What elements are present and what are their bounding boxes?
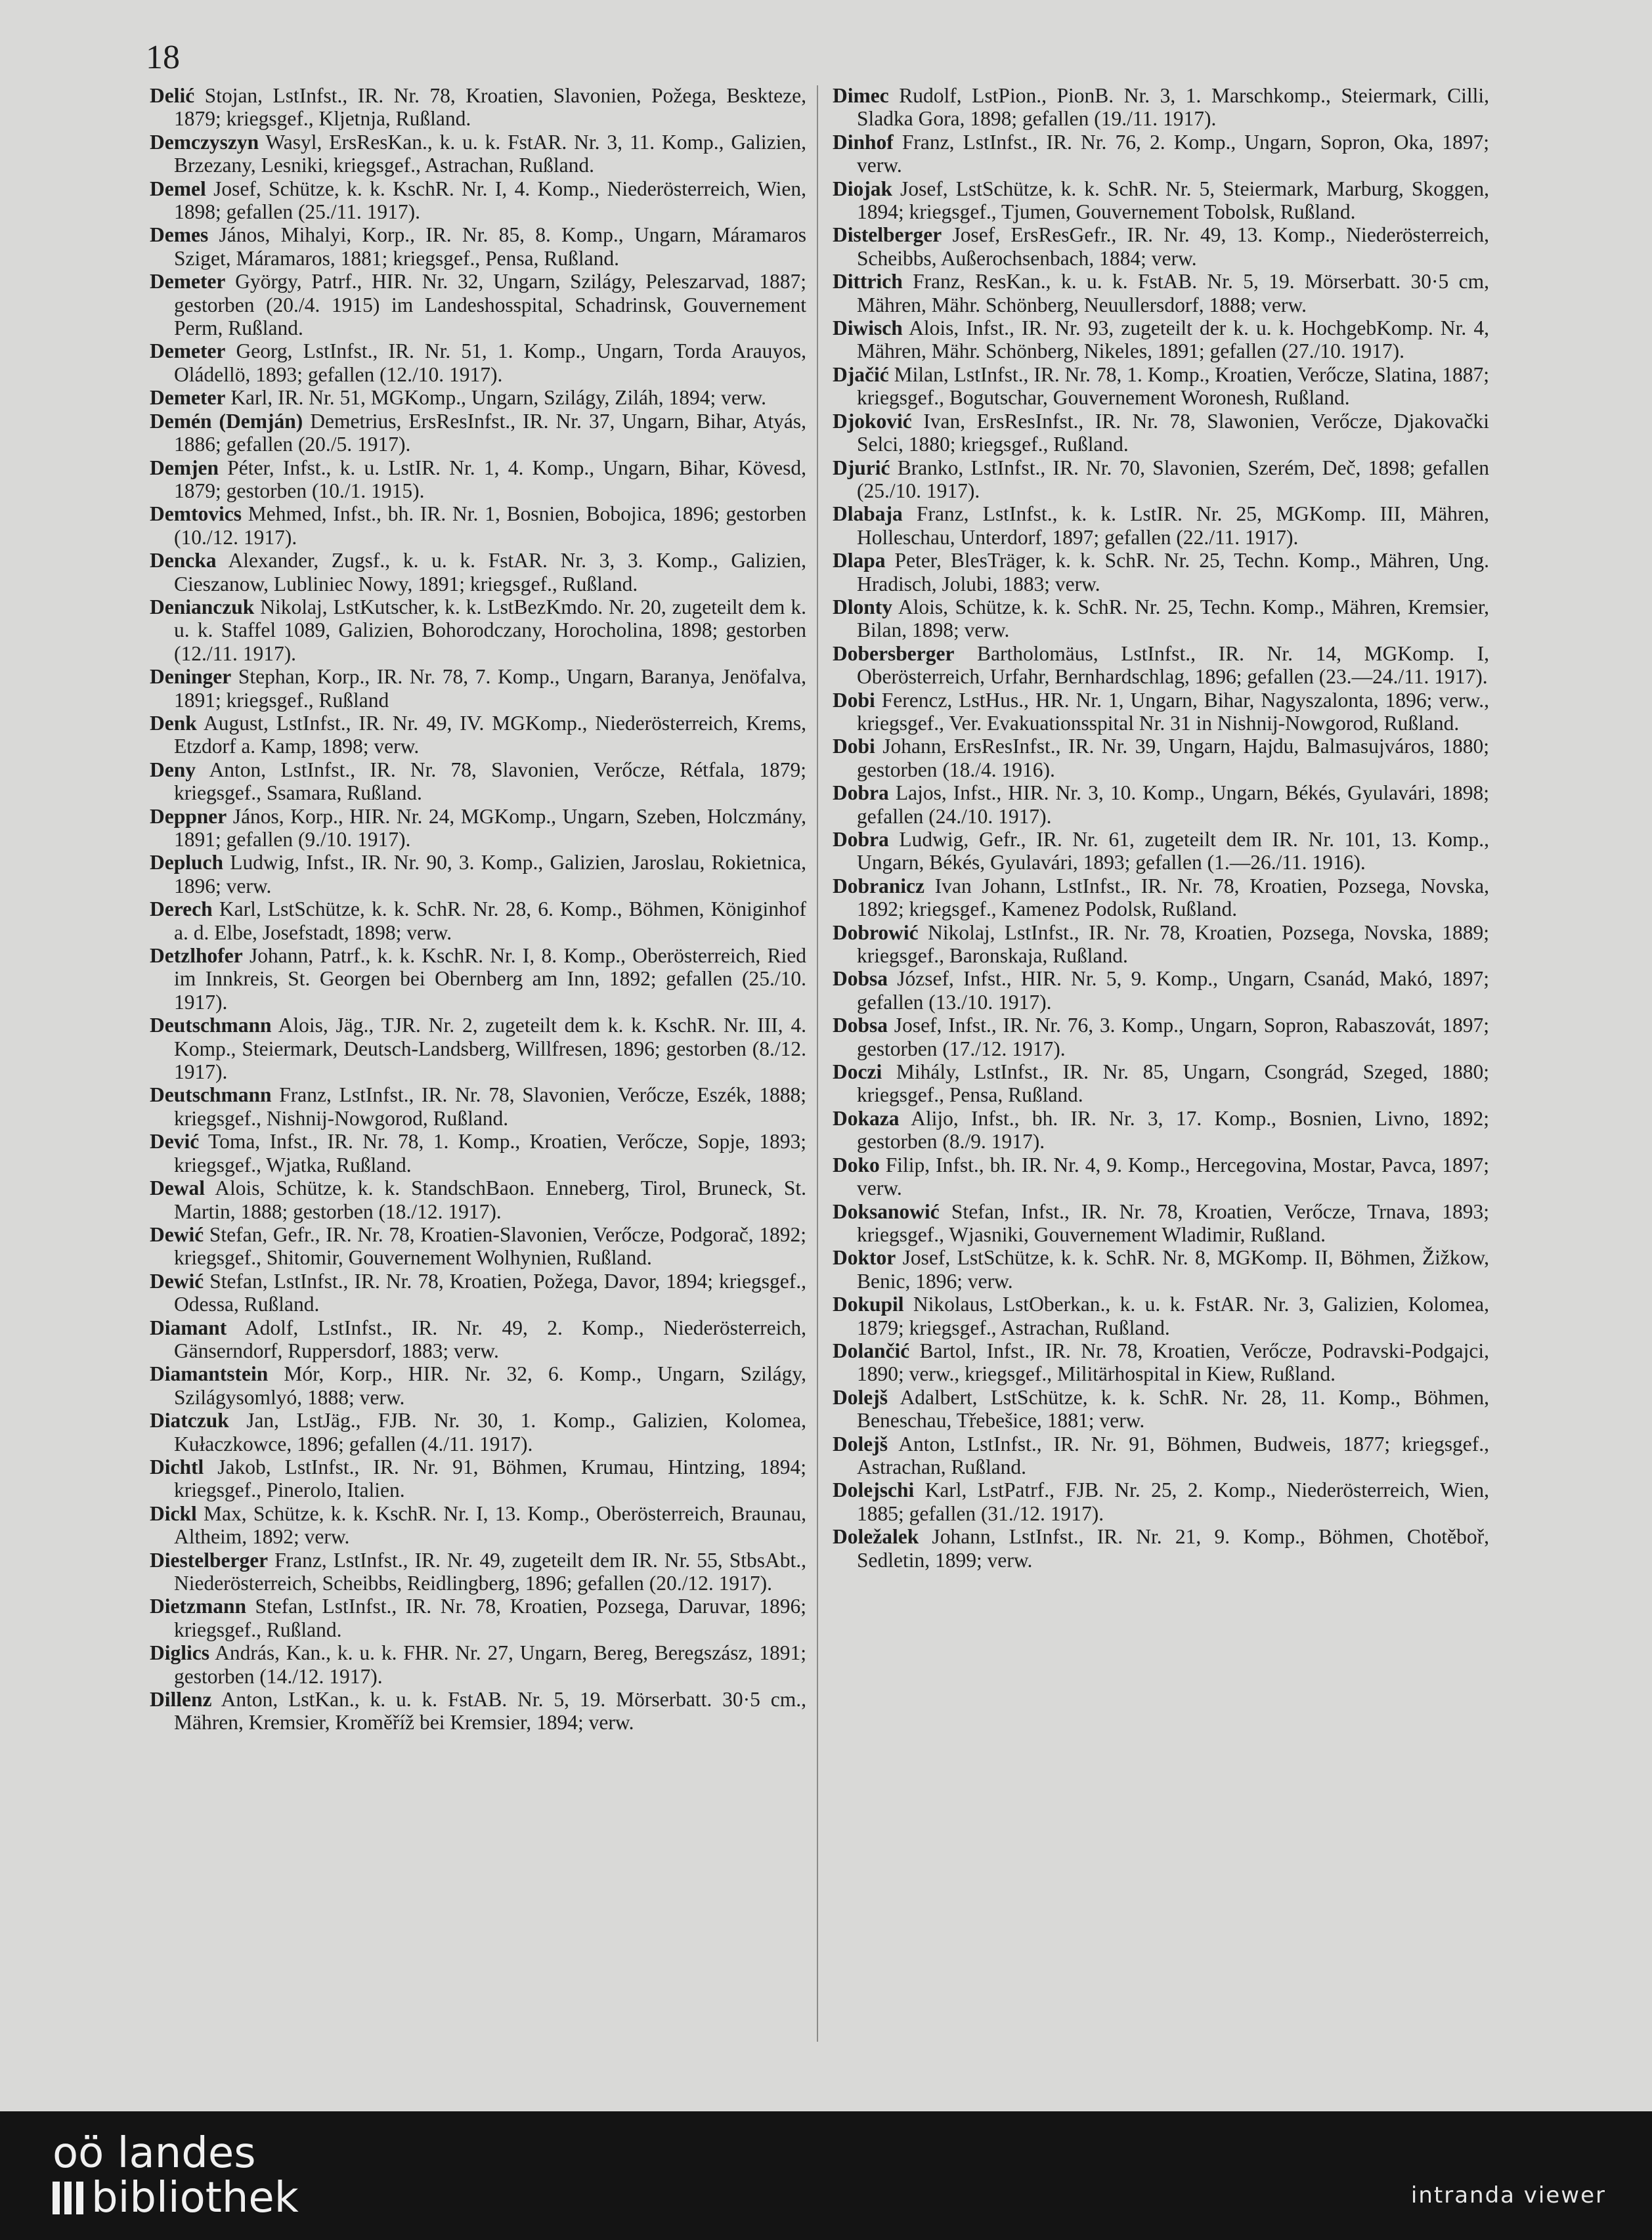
- entry-details: Jakob, LstInfst., IR. Nr. 91, Böhmen, Krumau, Hintzing, 1894; kriegsgef., Pinerolo, Italien.: [174, 1455, 806, 1502]
- entry: [150, 1223, 806, 1270]
- entry-surname: Dewić: [150, 1269, 204, 1293]
- entry-details: Franz, LstInfst., IR. Nr. 49, zugeteilt dem IR. Nr. 55, StbsAbt., Niederösterreich, Scheibbs, Reidlingberg, 1896; gefallen (20./12. 1917).: [174, 1548, 806, 1595]
- entry-surname: Dobsa: [833, 1014, 888, 1037]
- entry: [833, 410, 1489, 456]
- entry-details: Franz, LstInfst., IR. Nr. 76, 2. Komp., Ungarn, Sopron, Oka, 1897; verw.: [857, 130, 1489, 177]
- entry-surname: Dlapa: [833, 549, 886, 572]
- entry-details: Karl, LstPatrf., FJB. Nr. 25, 2. Komp., Niederösterreich, Wien, 1885; gefallen (31./12. 1917).: [857, 1478, 1489, 1525]
- entry: [833, 642, 1489, 689]
- entry-details: Stefan, LstInfst., IR. Nr. 78, Kroatien, Požega, Davor, 1894; kriegsgef., Odessa, Rußland.: [174, 1269, 806, 1316]
- entry: [833, 1525, 1489, 1572]
- entry-surname: Dichtl: [150, 1455, 204, 1478]
- entry-surname: Dolančić: [833, 1339, 910, 1362]
- entry-surname: Djoković: [833, 409, 912, 433]
- entry-details: Ivan Johann, LstInfst., IR. Nr. 78, Kroatien, Pozsega, Novska, 1892; kriegsgef., Kamenez Podolsk, Rußland.: [857, 874, 1489, 921]
- entry: [150, 1316, 806, 1363]
- entry-surname: Doležalek: [833, 1525, 919, 1549]
- entry-details: Nikolaus, LstOberkan., k. u. k. FstAR. Nr. 3, Galizien, Kolomea, 1879; kriegsgef., Astrachan, Rußland.: [857, 1293, 1489, 1339]
- entry: [150, 665, 806, 712]
- entry-surname: Demén (Demján): [150, 409, 303, 433]
- entry: [150, 131, 806, 177]
- entry: [833, 177, 1489, 224]
- entry-details: Mihály, LstInfst., IR. Nr. 85, Ungarn, Csongrád, Szeged, 1880; kriegsgef., Pensa, Rußland.: [857, 1060, 1489, 1107]
- entry: [150, 944, 806, 1014]
- entry: [150, 1362, 806, 1409]
- entry-details: Filip, Infst., bh. IR. Nr. 4, 9. Komp., Hercegovina, Mostar, Pavca, 1897; verw.: [857, 1153, 1489, 1200]
- entry-surname: Dokupil: [833, 1293, 904, 1316]
- entry-details: János, Mihalyi, Korp., IR. Nr. 85, 8. Komp., Ungarn, Máramaros Sziget, Máramaros, 1881; kriegsgef., Pensa, Rußland.: [174, 223, 806, 270]
- entry-surname: Dobi: [833, 735, 875, 758]
- entry-details: János, Korp., HIR. Nr. 24, MGKomp., Ungarn, Szeben, Holczmány, 1891; gefallen (9./10. 1917).: [174, 804, 806, 851]
- entry-surname: Demes: [150, 223, 209, 247]
- entry: [150, 339, 806, 386]
- entry-surname: Demel: [150, 177, 206, 200]
- entry-surname: Deppner: [150, 804, 227, 828]
- entry-details: Karl, IR. Nr. 51, MGKomp., Ungarn, Szilágy, Ziláh, 1894; verw.: [225, 386, 766, 410]
- entry-details: Nikolaj, LstKutscher, k. k. LstBezKmdo. Nr. 20, zugeteilt dem k. u. k. Staffel 1089, Galizien, Bohorodczany, Horocholina, 1898; gestorben (12./11. 1917).: [174, 595, 806, 665]
- entry: [150, 223, 806, 270]
- entry-details: Ivan, ErsResInfst., IR. Nr. 78, Slawonien, Verőcze, Djakovački Selci, 1880; kriegsgef., Rußland.: [857, 409, 1489, 456]
- entry: [150, 1502, 806, 1549]
- entry-surname: Dolejš: [833, 1432, 888, 1455]
- entry-details: Toma, Infst., IR. Nr. 78, 1. Komp., Kroatien, Verőcze, Sopje, 1893; kriegsgef., Wjatka, Rußland.: [174, 1130, 806, 1176]
- entry: [150, 1455, 806, 1502]
- library-bars-icon: [53, 2182, 83, 2214]
- entry: [150, 851, 806, 897]
- entry: [833, 1107, 1489, 1153]
- entry-surname: Dittrich: [833, 270, 903, 293]
- entry-details: Josef, ErsResGefr., IR. Nr. 49, 13. Komp., Niederösterreich, Scheibbs, Außerochsenbach, 1884; verw.: [857, 223, 1489, 270]
- entry: [150, 595, 806, 665]
- entry-details: Alois, Schütze, k. k. SchR. Nr. 25, Techn. Komp., Mähren, Kremsier, Bilan, 1898; verw.: [857, 595, 1489, 642]
- entry-details: Stefan, LstInfst., IR. Nr. 78, Kroatien, Pozsega, Daruvar, 1896; kriegsgef., Rußland.: [174, 1595, 806, 1641]
- entry: [150, 456, 806, 503]
- entry-surname: Doczi: [833, 1060, 882, 1084]
- entry-surname: Dillenz: [150, 1688, 212, 1712]
- entry-surname: Dietzmann: [150, 1595, 246, 1618]
- entry-surname: Doksanowić: [833, 1199, 940, 1223]
- entry: [150, 758, 806, 805]
- entry: [833, 874, 1489, 921]
- entry-details: Ferencz, LstHus., HR. Nr. 1, Ungarn, Bihar, Nagyszalonta, 1896; verw., kriegsgef., Ver. Evakuationsspital Nr. 31 in Nishnij-Nowgorod, Rußland.: [857, 688, 1489, 735]
- entry: [833, 781, 1489, 828]
- entry-details: Johann, ErsResInfst., IR. Nr. 39, Ungarn, Hajdu, Balmasujváros, 1880; gestorben (18./4. 1916).: [857, 735, 1489, 781]
- entry-surname: Diglics: [150, 1641, 209, 1665]
- entry-surname: Diestelberger: [150, 1548, 269, 1572]
- entry: [833, 549, 1489, 595]
- entry-surname: Doko: [833, 1153, 880, 1176]
- entry-surname: Diamant: [150, 1316, 227, 1339]
- entry-details: Stojan, LstInfst., IR. Nr. 78, Kroatien, Slavonien, Požega, Beskteze, 1879; kriegsgef., Kljetnja, Rußland.: [174, 84, 806, 131]
- entry-surname: Dobersberger: [833, 641, 955, 665]
- entry: [833, 223, 1489, 270]
- viewer-brand: intranda viewer: [1410, 2182, 1606, 2208]
- entry-details: Bartol, Infst., IR. Nr. 78, Kroatien, Verőcze, Podravski-Podgajci, 1890; verw., kriegsgef., Militärhospital in Kiew, Rußland.: [857, 1339, 1489, 1386]
- entry: [833, 363, 1489, 410]
- entry-surname: Deny: [150, 758, 196, 781]
- entry-details: Johann, Patrf., k. k. KschR. Nr. I, 8. Komp., Oberösterreich, Ried im Innkreis, St. Georgen bei Obernberg am Inn, 1892; gefallen (25./10. 1917).: [174, 944, 806, 1014]
- entry-details: Branko, LstInfst., IR. Nr. 70, Slavonien, Szerém, Deč, 1898; gefallen (25./10. 1917).: [857, 456, 1489, 502]
- entry-surname: Deninger: [150, 665, 232, 689]
- entry-details: Franz, LstInfst., k. k. LstIR. Nr. 25, MGKomp. III, Mähren, Holleschau, Unterdorf, 1897; gefallen (22./11. 1917).: [857, 502, 1489, 549]
- entry: [833, 735, 1489, 781]
- entry-surname: Demtovics: [150, 502, 242, 526]
- entry-surname: Deutschmann: [150, 1014, 272, 1037]
- entry-details: Demetrius, ErsResInfst., IR. Nr. 37, Ungarn, Bihar, Atyás, 1886; gefallen (20./5. 1917).: [174, 409, 806, 456]
- entry: [833, 456, 1489, 503]
- entry-surname: Doktor: [833, 1246, 896, 1270]
- entry-surname: Dobra: [833, 781, 889, 805]
- entry: [150, 502, 806, 549]
- entry-surname: Dolejš: [833, 1385, 888, 1409]
- entry: [833, 1293, 1489, 1339]
- entry-details: Alijo, Infst., bh. IR. Nr. 3, 17. Komp., Bosnien, Livno, 1892; gestorben (8./9. 1917).: [857, 1106, 1489, 1153]
- entry-details: József, Infst., HIR. Nr. 5, 9. Komp., Ungarn, Csanád, Makó, 1897; gefallen (13./10. 1917).: [857, 967, 1489, 1014]
- entry-details: Stefan, Gefr., IR. Nr. 78, Kroatien-Slavonien, Verőcze, Podgorač, 1892; kriegsgef., Shitomir, Gouvernement Wolhynien, Rußland.: [174, 1222, 806, 1270]
- entry: [150, 1688, 806, 1734]
- left-column: [150, 84, 806, 1734]
- entry-details: Johann, LstInfst., IR. Nr. 21, 9. Komp., Böhmen, Chotěboř, Sedletin, 1899; verw.: [857, 1525, 1489, 1572]
- entry: [833, 270, 1489, 316]
- page-number: 18: [146, 39, 180, 76]
- library-logo: [53, 2174, 299, 2222]
- entry: [150, 1409, 806, 1455]
- entry-details: Stefan, Infst., IR. Nr. 78, Kroatien, Verőcze, Trnava, 1893; kriegsgef., Wjasniki, Gouvernement Wladimir, Rußland.: [857, 1199, 1489, 1246]
- entry: [150, 410, 806, 456]
- entry: [833, 1153, 1489, 1200]
- entry: [150, 84, 806, 131]
- library-logo-line2: bibliothek: [91, 2174, 299, 2222]
- entry-details: Alexander, Zugsf., k. u. k. FstAR. Nr. 3, 3. Komp., Galizien, Cieszanow, Lubliniec Nowy, 1891; kriegsgef., Rußland.: [174, 549, 806, 595]
- entry-surname: Denk: [150, 711, 197, 735]
- entry: [833, 1339, 1489, 1386]
- entry-surname: Diatczuk: [150, 1409, 229, 1432]
- entry-surname: Diamantstein: [150, 1362, 269, 1386]
- entry-details: Max, Schütze, k. k. KschR. Nr. I, 13. Komp., Oberösterreich, Braunau, Altheim, 1892; verw.: [174, 1501, 806, 1549]
- entry-details: András, Kan., k. u. k. FHR. Nr. 27, Ungarn, Bereg, Beregszász, 1891; gestorben (14./12. 1917).: [174, 1641, 806, 1688]
- entry-details: Milan, LstInfst., IR. Nr. 78, 1. Komp., Kroatien, Verőcze, Slatina, 1887; kriegsgef., Bogutschar, Gouvernement Woronesh, Rußland.: [857, 362, 1489, 410]
- entry-surname: Denianczuk: [150, 595, 255, 618]
- entry: [150, 712, 806, 758]
- entry-details: Mór, Korp., HIR. Nr. 32, 6. Komp., Ungarn, Szilágy, Szilágysomlyó, 1888; verw.: [174, 1362, 806, 1409]
- entry-details: Karl, LstSchütze, k. k. SchR. Nr. 28, 6. Komp., Böhmen, Königinhof a. d. Elbe, Josefstadt, 1898; verw.: [174, 897, 806, 944]
- entry: [150, 177, 806, 224]
- entry-surname: Dickl: [150, 1501, 197, 1525]
- entry-surname: Dobrowić: [833, 920, 919, 944]
- right-column: [833, 84, 1489, 1572]
- entry-details: Ludwig, Gefr., IR. Nr. 61, zugeteilt dem IR. Nr. 101, 13. Komp., Ungarn, Békés, Gyulavári, 1893; gefallen (1.—26./11. 1916).: [857, 828, 1489, 874]
- entry-surname: Dinhof: [833, 130, 894, 154]
- entry: [150, 549, 806, 595]
- entry-details: Lajos, Infst., HIR. Nr. 3, 10. Komp., Ungarn, Békés, Gyulavári, 1898; gefallen (24./10. 1917).: [857, 781, 1489, 828]
- entry: [150, 1641, 806, 1688]
- entry: [150, 1083, 806, 1130]
- entry-details: Nikolaj, LstInfst., IR. Nr. 78, Kroatien, Pozsega, Novska, 1889; kriegsgef., Baronskaja, Rußland.: [857, 920, 1489, 968]
- entry: [833, 1478, 1489, 1525]
- entry: [833, 1386, 1489, 1432]
- entry-details: Stephan, Korp., IR. Nr. 78, 7. Komp., Ungarn, Baranya, Jenöfalva, 1891; kriegsgef., Rußland: [174, 665, 806, 712]
- entry-details: Bartholomäus, LstInfst., IR. Nr. 14, MGKomp. I, Oberösterreich, Urfahr, Bernhardschlag, 1896; gefallen (23.—24./11. 1917).: [857, 641, 1489, 689]
- entry: [833, 921, 1489, 968]
- entry-details: Rudolf, LstPion., PionB. Nr. 3, 1. Marschkomp., Steiermark, Cilli, Sladka Gora, 1898; gefallen (19./11. 1917).: [857, 84, 1489, 131]
- entry-surname: Distelberger: [833, 223, 942, 247]
- entry-details: Mehmed, Infst., bh. IR. Nr. 1, Bosnien, Bobojica, 1896; gestorben (10./12. 1917).: [174, 502, 806, 549]
- entry: [833, 595, 1489, 642]
- entry: [833, 828, 1489, 874]
- entry: [833, 1060, 1489, 1107]
- entry-surname: Dobranicz: [833, 874, 924, 897]
- entry-surname: Demeter: [150, 386, 226, 410]
- entry-surname: Dobra: [833, 828, 889, 851]
- entry: [150, 1270, 806, 1316]
- entry-details: Péter, Infst., k. u. LstIR. Nr. 1, 4. Komp., Ungarn, Bihar, Kövesd, 1879; gestorben (10./1. 1915).: [174, 456, 806, 502]
- entry: [833, 1014, 1489, 1060]
- entry-surname: Demeter: [150, 339, 226, 363]
- entry-surname: Dokaza: [833, 1106, 900, 1130]
- entry: [150, 1130, 806, 1176]
- entry-details: Adolf, LstInfst., IR. Nr. 49, 2. Komp., Niederösterreich, Gänserndorf, Ruppersdorf, 1883; verw.: [174, 1316, 806, 1362]
- entry-surname: Demczyszyn: [150, 130, 259, 154]
- entry: [150, 1595, 806, 1641]
- entry-surname: Dlonty: [833, 595, 893, 618]
- entry: [150, 805, 806, 851]
- entry: [150, 1014, 806, 1083]
- entry-surname: Dewić: [150, 1222, 204, 1246]
- entry: [833, 84, 1489, 131]
- entry-surname: Dewal: [150, 1176, 205, 1200]
- entry-details: Anton, LstKan., k. u. k. FstAB. Nr. 5, 19. Mörserbatt. 30·5 cm., Mähren, Kremsier, Kroměříž bei Kremsier, 1894; verw.: [174, 1688, 806, 1734]
- library-logo-line1: oö landes: [53, 2129, 256, 2178]
- entry-details: Franz, ResKan., k. u. k. FstAB. Nr. 5, 19. Mörserbatt. 30·5 cm, Mähren, Mähr. Schönberg, Neuullersdorf, 1888; verw.: [857, 270, 1489, 316]
- entry-details: Alois, Infst., IR. Nr. 93, zugeteilt der k. u. k. HochgebKomp. Nr. 4, Mähren, Mähr. Schönberg, Nikeles, 1891; gefallen (27./10. 1917).: [857, 316, 1489, 363]
- entry-surname: Dobi: [833, 688, 875, 712]
- entry: [833, 502, 1489, 549]
- entry-surname: Diojak: [833, 177, 893, 200]
- entry-surname: Dencka: [150, 549, 217, 572]
- entry: [833, 1200, 1489, 1247]
- entry-surname: Detzlhofer: [150, 944, 243, 968]
- entry-surname: Dimec: [833, 84, 889, 107]
- entry: [150, 1176, 806, 1223]
- entry-surname: Demeter: [150, 270, 226, 293]
- entry-details: Josef, Schütze, k. k. KschR. Nr. I, 4. Komp., Niederösterreich, Wien, 1898; gefallen (25./11. 1917).: [174, 177, 806, 224]
- entry-details: August, LstInfst., IR. Nr. 49, IV. MGKomp., Niederösterreich, Krems, Etzdorf a. Kamp, 1898; verw.: [174, 711, 806, 758]
- entry-surname: Demjen: [150, 456, 219, 479]
- entry: [833, 1432, 1489, 1479]
- entry-surname: Delić: [150, 84, 195, 107]
- entry: [150, 1549, 806, 1595]
- entry-details: Anton, LstInfst., IR. Nr. 91, Böhmen, Budweis, 1877; kriegsgef., Astrachan, Rußland.: [857, 1432, 1489, 1478]
- entry-details: Alois, Schütze, k. k. StandschBaon. Enneberg, Tirol, Bruneck, St. Martin, 1888; gestorben (18./12. 1917).: [174, 1176, 806, 1223]
- entry-surname: Dobsa: [833, 967, 888, 991]
- entry: [833, 689, 1489, 735]
- entry-details: Anton, LstInfst., IR. Nr. 78, Slavonien, Verőcze, Rétfala, 1879; kriegsgef., Ssamara, Rußland.: [174, 758, 806, 805]
- viewer-footer: [0, 2111, 1652, 2240]
- entry: [833, 131, 1489, 177]
- entry: [150, 270, 806, 339]
- entry: [833, 967, 1489, 1014]
- entry: [150, 897, 806, 944]
- entry-details: Georg, LstInfst., IR. Nr. 51, 1. Komp., Ungarn, Torda Arauyos, Oládellö, 1893; gefallen (12./10. 1917).: [174, 339, 806, 386]
- entry: [150, 386, 806, 409]
- entry-details: Josef, Infst., IR. Nr. 76, 3. Komp., Ungarn, Sopron, Rabaszovát, 1897; gestorben (17./12. 1917).: [857, 1014, 1489, 1060]
- entry-surname: Diwisch: [833, 316, 903, 340]
- entry-details: Jan, LstJäg., FJB. Nr. 30, 1. Komp., Galizien, Kolomea, Kułaczkowce, 1896; gefallen (4./11. 1917).: [174, 1409, 806, 1455]
- entry-details: Adalbert, LstSchütze, k. k. SchR. Nr. 28, 11. Komp., Böhmen, Beneschau, Třebešice, 1881; verw.: [857, 1385, 1489, 1432]
- entry-details: Franz, LstInfst., IR. Nr. 78, Slavonien, Verőcze, Eszék, 1888; kriegsgef., Nishnij-Nowgorod, Rußland.: [174, 1083, 806, 1130]
- entry-details: Wasyl, ErsResKan., k. u. k. FstAR. Nr. 3, 11. Komp., Galizien, Brzezany, Lesniki, kriegsgef., Astrachan, Rußland.: [174, 130, 806, 177]
- entry-surname: Dević: [150, 1130, 200, 1153]
- entry-surname: Depluch: [150, 851, 224, 874]
- entry-details: Alois, Jäg., TJR. Nr. 2, zugeteilt dem k. k. KschR. Nr. III, 4. Komp., Steiermark, Deutsch-Landsberg, Willfresen, 1896; gestorben (8./12. 1917).: [174, 1014, 806, 1084]
- entry-details: Josef, LstSchütze, k. k. SchR. Nr. 8, MGKomp. II, Böhmen, Žižkow, Benic, 1896; verw.: [857, 1246, 1489, 1293]
- entry-surname: Derech: [150, 897, 213, 921]
- entry-surname: Deutschmann: [150, 1083, 272, 1107]
- entry-surname: Dlabaja: [833, 502, 903, 526]
- entry: [833, 316, 1489, 363]
- entry-details: György, Patrf., HIR. Nr. 32, Ungarn, Szilágy, Peleszarvad, 1887; gestorben (20./4. 1915) im Landeshosspital, Schadrinsk, Gouvernement Perm, Rußland.: [174, 270, 806, 340]
- entry: [833, 1246, 1489, 1293]
- entry-surname: Djurić: [833, 456, 890, 479]
- entry-details: Ludwig, Infst., IR. Nr. 90, 3. Komp., Galizien, Jaroslau, Rokietnica, 1896; verw.: [174, 851, 806, 897]
- entry-details: Peter, BlesTräger, k. k. SchR. Nr. 25, Techn. Komp., Mähren, Ung. Hradisch, Jolubi, 1883; verw.: [857, 549, 1489, 595]
- entry-details: Josef, LstSchütze, k. k. SchR. Nr. 5, Steiermark, Marburg, Skoggen, 1894; kriegsgef., Tjumen, Gouvernement Tobolsk, Rußland.: [857, 177, 1489, 224]
- column-divider: [817, 85, 818, 2042]
- entry-surname: Djačić: [833, 362, 889, 386]
- entry-surname: Dolejschi: [833, 1478, 915, 1502]
